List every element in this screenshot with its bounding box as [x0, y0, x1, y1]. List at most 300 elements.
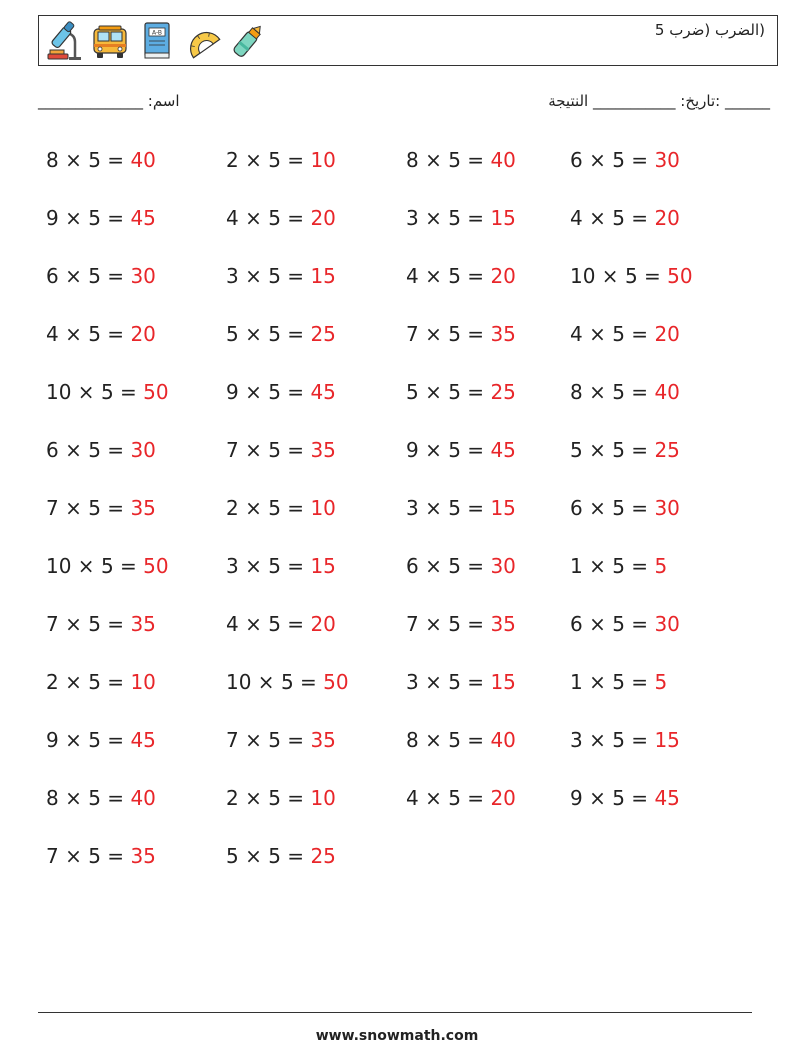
problem-answer: 45 [490, 438, 516, 462]
problem-equals: = [624, 148, 655, 172]
problem-answer: 15 [654, 728, 680, 752]
problem-answer: 40 [490, 148, 516, 172]
problem-question: 2 [226, 496, 239, 520]
problem-operator: × [238, 438, 269, 462]
problem-equals: = [624, 322, 655, 346]
problem-item [570, 493, 750, 551]
problem-question: 4 [226, 612, 239, 636]
problem-question: 3 [226, 264, 239, 288]
problem-equals: = [624, 380, 655, 404]
problem-operator: × [238, 496, 269, 520]
problem-answer: 20 [654, 206, 680, 230]
problem-equals: = [293, 670, 324, 694]
problem-operator: × [58, 786, 89, 810]
problem-multiplier: 5 [88, 148, 101, 172]
problem-operator: × [582, 554, 613, 578]
problem-multiplier: 5 [100, 380, 114, 404]
problem-answer: 5 [654, 554, 668, 578]
problem-multiplier: 5 [612, 496, 625, 520]
problem-operator: × [58, 844, 89, 868]
problem-question: 6 [46, 438, 59, 462]
problem-answer: 50 [667, 264, 693, 288]
problem-answer: 20 [654, 322, 680, 346]
problem-question: 8 [406, 728, 419, 752]
problem-question: 4 [570, 206, 583, 230]
problem-question: 4 [570, 322, 583, 346]
problem-question: 8 [406, 148, 419, 172]
problem-multiplier: 5 [88, 786, 101, 810]
problem-multiplier: 5 [448, 496, 461, 520]
problem-multiplier: 5 [612, 554, 625, 578]
problem-multiplier: 5 [268, 438, 281, 462]
problem-multiplier: 5 [88, 496, 101, 520]
problem-operator: × [418, 728, 449, 752]
problem-equals: = [460, 786, 491, 810]
problem-item [46, 203, 226, 261]
problem-answer: 40 [130, 786, 156, 810]
problem-answer: 45 [654, 786, 680, 810]
problem-item [406, 145, 570, 203]
problem-equals: = [460, 264, 491, 288]
problem-answer: 30 [654, 496, 680, 520]
problem-item [570, 725, 750, 783]
problem-item [406, 261, 570, 319]
problem-answer: 15 [490, 496, 516, 520]
problem-item [46, 667, 226, 725]
problem-answer: 5 [654, 670, 668, 694]
highlighter-icon [229, 20, 267, 62]
problem-multiplier: 5 [612, 206, 625, 230]
problem-equals: = [460, 438, 491, 462]
problem-multiplier: 5 [612, 786, 625, 810]
problem-item [226, 377, 406, 435]
problem-question: 6 [570, 612, 583, 636]
problem-multiplier: 5 [268, 264, 281, 288]
problem-operator: × [418, 322, 449, 346]
problem-answer: 35 [490, 322, 516, 346]
problem-equals: = [460, 380, 491, 404]
footer-divider [38, 1012, 752, 1013]
problem-question: 10 [46, 554, 72, 578]
problem-answer: 40 [490, 728, 516, 752]
problem-multiplier: 5 [88, 612, 101, 636]
footer-url: www.snowmath.com [315, 1028, 479, 1044]
problem-answer: 25 [310, 322, 336, 346]
problem-equals: = [100, 496, 131, 520]
problem-equals: = [113, 554, 144, 578]
problem-multiplier: 5 [268, 554, 281, 578]
problem-equals: = [280, 438, 311, 462]
header-box [38, 15, 778, 66]
problem-answer: 35 [490, 612, 516, 636]
problem-operator: × [582, 438, 613, 462]
problem-equals: = [624, 554, 655, 578]
problem-equals: = [280, 496, 311, 520]
problem-answer: 35 [130, 612, 156, 636]
school-bus-icon [91, 20, 129, 62]
problem-item [226, 319, 406, 377]
problem-item [46, 261, 226, 319]
worksheet-title: (الضرب (ضرب 5 [654, 21, 765, 39]
problem-multiplier: 5 [612, 728, 625, 752]
problem-answer: 10 [310, 148, 336, 172]
problem-answer: 20 [310, 206, 336, 230]
problem-answer: 25 [654, 438, 680, 462]
problem-answer: 45 [130, 728, 156, 752]
problem-equals: = [280, 786, 311, 810]
problem-answer: 50 [143, 554, 169, 578]
problem-operator: × [582, 612, 613, 636]
problem-operator: × [418, 670, 449, 694]
problem-multiplier: 5 [88, 438, 101, 462]
date-score-label: ______ :تاريخ: ___________ النتيجة [548, 92, 770, 110]
problem-multiplier: 5 [448, 728, 461, 752]
problem-answer: 20 [310, 612, 336, 636]
problem-question: 8 [46, 148, 59, 172]
problem-question: 9 [570, 786, 583, 810]
problem-question: 10 [226, 670, 252, 694]
problem-multiplier: 5 [624, 264, 638, 288]
problem-question: 10 [570, 264, 596, 288]
problem-equals: = [624, 728, 655, 752]
problem-multiplier: 5 [612, 322, 625, 346]
problem-question: 2 [226, 148, 239, 172]
problem-equals: = [280, 322, 311, 346]
problem-operator: × [71, 380, 101, 404]
problem-question: 10 [46, 380, 72, 404]
problem-multiplier: 5 [612, 148, 625, 172]
protractor-icon [183, 20, 221, 62]
problem-operator: × [58, 728, 89, 752]
problem-operator: × [595, 264, 625, 288]
problem-operator: × [418, 206, 449, 230]
problem-answer: 15 [490, 670, 516, 694]
problem-question: 5 [226, 322, 239, 346]
problem-answer: 40 [654, 380, 680, 404]
problem-item [406, 493, 570, 551]
problem-operator: × [238, 148, 269, 172]
problem-item [226, 145, 406, 203]
problem-item [226, 493, 406, 551]
problem-multiplier: 5 [88, 844, 101, 868]
problem-equals: = [100, 844, 131, 868]
problem-multiplier: 5 [612, 380, 625, 404]
problem-multiplier: 5 [88, 206, 101, 230]
problem-answer: 15 [310, 264, 336, 288]
problem-operator: × [71, 554, 101, 578]
problem-item [46, 609, 226, 667]
problem-item [226, 551, 406, 609]
problem-equals: = [100, 670, 131, 694]
problem-item [226, 725, 406, 783]
problem-item [570, 145, 750, 203]
problem-answer: 15 [490, 206, 516, 230]
problem-equals: = [100, 264, 131, 288]
problem-question: 1 [570, 554, 583, 578]
problem-equals: = [280, 264, 311, 288]
problem-multiplier: 5 [268, 206, 281, 230]
problem-multiplier: 5 [448, 380, 461, 404]
problem-item [46, 377, 226, 435]
problem-multiplier: 5 [448, 438, 461, 462]
problem-operator: × [251, 670, 281, 694]
problem-multiplier: 5 [268, 148, 281, 172]
name-field-label: اسم: ______________ [38, 92, 180, 110]
problem-question: 6 [406, 554, 419, 578]
problem-operator: × [238, 380, 269, 404]
problem-equals: = [460, 496, 491, 520]
problem-operator: × [582, 322, 613, 346]
problem-answer: 30 [490, 554, 516, 578]
problem-answer: 50 [323, 670, 349, 694]
problem-multiplier: 5 [612, 670, 625, 694]
problem-item [570, 609, 750, 667]
problem-item [406, 609, 570, 667]
problem-question: 3 [226, 554, 239, 578]
problem-answer: 20 [490, 264, 516, 288]
problem-equals: = [460, 148, 491, 172]
problem-question: 7 [46, 612, 59, 636]
problem-multiplier: 5 [268, 728, 281, 752]
problem-multiplier: 5 [612, 438, 625, 462]
problem-answer: 10 [130, 670, 156, 694]
problem-operator: × [58, 670, 89, 694]
problem-operator: × [418, 612, 449, 636]
problem-multiplier: 5 [268, 786, 281, 810]
problem-question: 9 [226, 380, 239, 404]
problem-item [406, 551, 570, 609]
problem-item [226, 435, 406, 493]
problem-question: 7 [46, 496, 59, 520]
problem-answer: 45 [130, 206, 156, 230]
problem-question: 9 [406, 438, 419, 462]
problem-operator: × [58, 438, 89, 462]
problem-operator: × [238, 206, 269, 230]
problem-answer: 10 [310, 786, 336, 810]
problem-equals: = [460, 728, 491, 752]
problem-operator: × [582, 728, 613, 752]
problem-equals: = [100, 148, 131, 172]
problem-answer: 35 [310, 728, 336, 752]
problem-answer: 30 [654, 148, 680, 172]
problem-operator: × [238, 728, 269, 752]
problem-equals: = [637, 264, 668, 288]
problem-equals: = [280, 612, 311, 636]
problem-equals: = [460, 322, 491, 346]
problem-item [226, 841, 406, 899]
problem-item [406, 377, 570, 435]
problem-equals: = [460, 206, 491, 230]
problem-equals: = [280, 728, 311, 752]
problem-item [46, 841, 226, 899]
problem-question: 1 [570, 670, 583, 694]
problem-question: 4 [406, 786, 419, 810]
problem-operator: × [238, 322, 269, 346]
problem-question: 5 [406, 380, 419, 404]
problem-multiplier: 5 [268, 612, 281, 636]
problem-operator: × [238, 554, 269, 578]
problem-question: 2 [46, 670, 59, 694]
problem-question: 7 [46, 844, 59, 868]
problem-item [406, 667, 570, 725]
problem-operator: × [582, 148, 613, 172]
problem-equals: = [280, 206, 311, 230]
problem-operator: × [238, 844, 269, 868]
problem-question: 3 [406, 670, 419, 694]
problem-item [406, 319, 570, 377]
problem-equals: = [100, 438, 131, 462]
problem-operator: × [418, 264, 449, 288]
problem-answer: 45 [310, 380, 336, 404]
problem-item [406, 725, 570, 783]
problem-item [46, 145, 226, 203]
problem-question: 4 [406, 264, 419, 288]
problem-question: 8 [570, 380, 583, 404]
icon-strip [45, 20, 267, 62]
problem-answer: 40 [130, 148, 156, 172]
problem-question: 7 [226, 728, 239, 752]
problem-question: 7 [406, 322, 419, 346]
problem-question: 6 [570, 496, 583, 520]
problem-equals: = [280, 380, 311, 404]
problem-question: 5 [226, 844, 239, 868]
problem-answer: 15 [310, 554, 336, 578]
problem-answer: 10 [310, 496, 336, 520]
problem-question: 9 [46, 206, 59, 230]
problem-item [570, 203, 750, 261]
problem-answer: 50 [143, 380, 169, 404]
problem-item [226, 203, 406, 261]
problem-equals: = [100, 728, 131, 752]
problem-multiplier: 5 [448, 264, 461, 288]
problem-operator: × [418, 380, 449, 404]
problem-multiplier: 5 [268, 496, 281, 520]
problem-item [226, 667, 406, 725]
problem-multiplier: 5 [448, 322, 461, 346]
problem-multiplier: 5 [448, 148, 461, 172]
problem-item [406, 203, 570, 261]
problem-item [570, 377, 750, 435]
problem-operator: × [418, 438, 449, 462]
problem-question: 6 [570, 148, 583, 172]
problem-item [46, 725, 226, 783]
problem-operator: × [418, 786, 449, 810]
problem-operator: × [238, 786, 269, 810]
problem-answer: 30 [130, 438, 156, 462]
problem-item [570, 261, 750, 319]
problem-equals: = [100, 322, 131, 346]
problem-item [570, 551, 750, 609]
problem-answer: 25 [490, 380, 516, 404]
problem-multiplier: 5 [612, 612, 625, 636]
problem-equals: = [280, 148, 311, 172]
problem-answer: 30 [654, 612, 680, 636]
problem-equals: = [280, 844, 311, 868]
problem-item [406, 435, 570, 493]
problem-item [570, 435, 750, 493]
problem-item [570, 783, 750, 841]
problem-multiplier: 5 [88, 670, 101, 694]
problem-equals: = [280, 554, 311, 578]
problem-equals: = [460, 554, 491, 578]
problem-question: 9 [46, 728, 59, 752]
problem-multiplier: 5 [448, 554, 461, 578]
problem-equals: = [624, 438, 655, 462]
problem-operator: × [418, 554, 449, 578]
problem-equals: = [624, 612, 655, 636]
problem-item [226, 609, 406, 667]
problem-answer: 20 [130, 322, 156, 346]
problem-answer: 35 [130, 496, 156, 520]
problem-operator: × [58, 612, 89, 636]
problem-equals: = [460, 670, 491, 694]
problem-question: 4 [46, 322, 59, 346]
problem-question: 5 [570, 438, 583, 462]
problem-operator: × [238, 612, 269, 636]
problem-item [226, 261, 406, 319]
problem-question: 6 [46, 264, 59, 288]
problem-operator: × [58, 264, 89, 288]
problem-answer: 30 [130, 264, 156, 288]
problem-equals: = [100, 612, 131, 636]
problem-equals: = [113, 380, 144, 404]
problem-item [46, 783, 226, 841]
problem-operator: × [58, 148, 89, 172]
problem-operator: × [238, 264, 269, 288]
problem-item [46, 493, 226, 551]
problem-multiplier: 5 [268, 380, 281, 404]
problem-equals: = [624, 496, 655, 520]
problem-operator: × [582, 786, 613, 810]
problem-question: 3 [570, 728, 583, 752]
microscope-icon [45, 20, 83, 62]
problem-equals: = [624, 670, 655, 694]
problem-multiplier: 5 [88, 728, 101, 752]
problem-question: 3 [406, 496, 419, 520]
problem-multiplier: 5 [448, 786, 461, 810]
problem-multiplier: 5 [100, 554, 114, 578]
problem-operator: × [58, 322, 89, 346]
problem-equals: = [460, 612, 491, 636]
problem-operator: × [582, 670, 613, 694]
problem-operator: × [418, 148, 449, 172]
problem-question: 7 [226, 438, 239, 462]
problem-operator: × [58, 496, 89, 520]
problem-answer: 20 [490, 786, 516, 810]
problem-answer: 35 [310, 438, 336, 462]
problem-operator: × [582, 206, 613, 230]
problem-multiplier: 5 [448, 670, 461, 694]
problem-grid [46, 145, 750, 899]
problem-equals: = [624, 786, 655, 810]
problem-item [570, 667, 750, 725]
problem-multiplier: 5 [280, 670, 294, 694]
problem-question: 2 [226, 786, 239, 810]
book-icon [137, 20, 175, 62]
problem-answer: 35 [130, 844, 156, 868]
problem-item [46, 319, 226, 377]
problem-operator: × [58, 206, 89, 230]
problem-operator: × [418, 496, 449, 520]
problem-item [46, 435, 226, 493]
problem-operator: × [582, 380, 613, 404]
problem-item [406, 783, 570, 841]
svg-text:A-B: A-B [151, 29, 163, 37]
problem-multiplier: 5 [268, 844, 281, 868]
problem-equals: = [624, 206, 655, 230]
problem-item [46, 551, 226, 609]
problem-equals: = [100, 786, 131, 810]
